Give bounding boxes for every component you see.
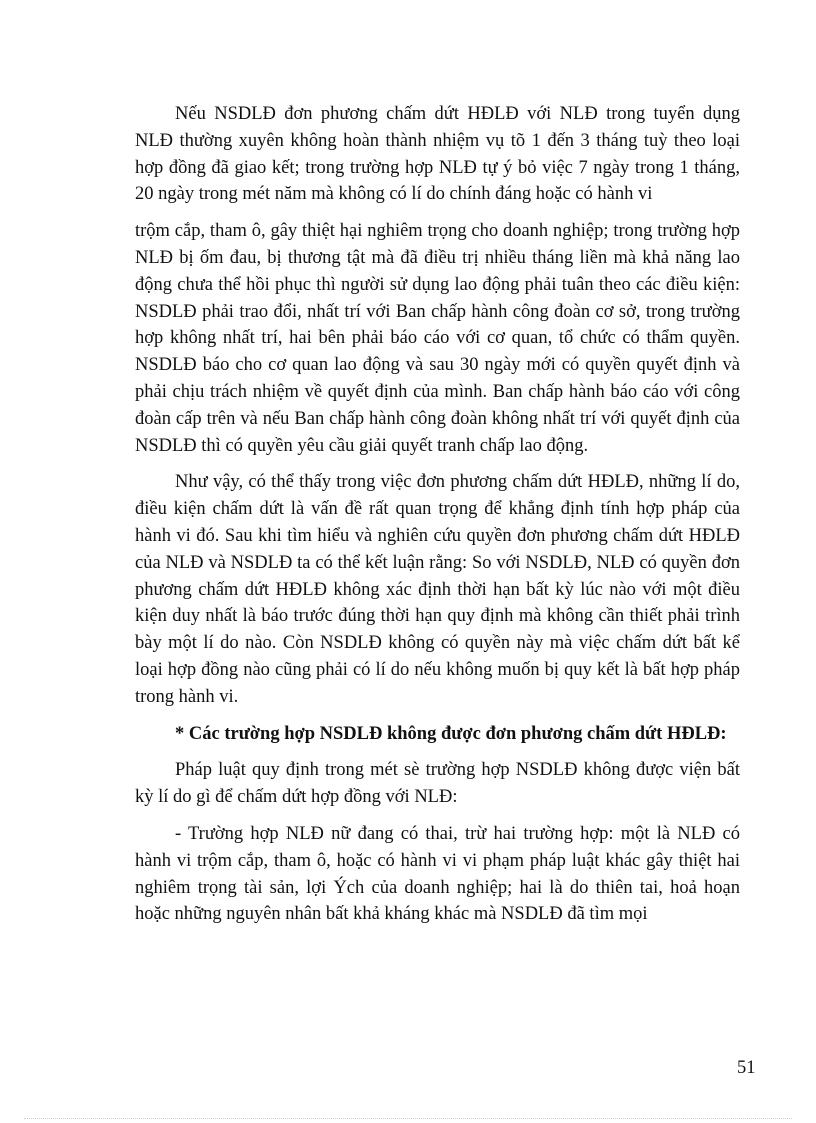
page-divider [24,1118,792,1119]
paragraph-1: Nếu NSDLĐ đơn phương chấm dứt HĐLĐ với NLĐ trong tuyển dụng NLĐ thường xuyên không hoàn thành nhiệm vụ tõ 1 đến 3 tháng tuỳ theo loại hợp đồng đã giao kết; trong trường hợp NLĐ tự ý bỏ việc 7 ngày trong 1 tháng, 20 ngày trong mét năm mà không có lí do chính đáng hoặc có hành vi [135,104,740,205]
paragraph-4: Pháp luật quy định trong mét sè trường hợp NSDLĐ không được viện bất kỳ lí do gì để chấm dứt hợp đồng với NLĐ: [135,760,740,808]
paragraph-2: trộm cắp, tham ô, gây thiệt hại nghiêm trọng cho doanh nghiệp; trong trường hợp NLĐ bị ốm đau, bị thương tật mà đã điều trị nhiều tháng liền mà khả năng lao động chưa thể hồi phục thì người sử dụng lao động phải tuân theo các điều kiện: NSDLĐ phải trao đổi, nhất trí với Ban chấp hành công đoàn cơ sở, trong trường hợp không nhất trí, hai bên phải báo cáo với cơ quan, tổ chức có thẩm quyền. NSDLĐ báo cho cơ quan lao động và sau 30 ngày mới có quyền quyết định và phải chịu trách nhiệm về quyết định của mình. Ban chấp hành báo cáo với công đoàn cấp trên và nếu Ban chấp hành công đoàn không nhất trí với quyết định của NSDLĐ thì có quyền yêu cầu giải quyết tranh chấp lao động. [135,221,740,456]
section-heading: * Các trường hợp NSDLĐ không được đơn phương chấm dứt HĐLĐ: [175,723,727,744]
paragraph-3: Như vậy, có thể thấy trong việc đơn phương chấm dứt HĐLĐ, những lí do, điều kiện chấm dứt là vấn đề rất quan trọng để khẳng định tính hợp pháp của hành vi đó. Sau khi tìm hiểu và nghiên cứu quyền đơn phương chấm dứt HĐLĐ của NLĐ và NSDLĐ ta có thể kết luận rằng: So với NSDLĐ, NLĐ có quyền đơn phương chấm dứt HĐLĐ không xác định thời hạn bất kỳ lúc nào với một điều kiện duy nhất là báo trước đúng thời hạn quy định mà không cần thiết phải trình bày một lí do nào. Còn NSDLĐ không có quyền này mà việc chấm dứt bất kể loại hợp đồng nào cũng phải có lí do nếu không muốn bị quy kết là bất hợp pháp trong hành vi. [135,472,740,707]
paragraph-5: - Trường hợp NLĐ nữ đang có thai, trừ hai trường hợp: một là NLĐ có hành vi trộm cắp, tham ô, hoặc có hành vi vi phạm pháp luật khác gây thiệt hai nghiêm trọng tài sản, lợi Ých của doanh nghiệp; hai là do thiên tai, hoả hoạn hoặc những nguyên nhân bất khả kháng khác mà NSDLĐ đã tìm mọi [135,823,740,925]
page-number: 51 [737,1058,756,1078]
page-body [135,101,740,938]
